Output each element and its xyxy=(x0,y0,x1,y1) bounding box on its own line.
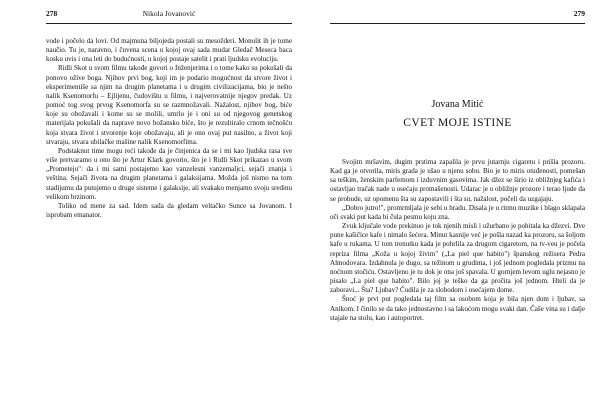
paragraph: vode i počelo da lovi. Od majmuna biljojeda postali su mesožderi. Monolit ih je tome naučio. Tu je, naravno, i čuvena scena u kojoj ovaj sada mudar Gledač Meseca baca kosku uvis i ona leti do budućnosti, u kojoj postaje satelit i prati ljudsku evoluciju. xyxy=(46,37,292,64)
right-running-header xyxy=(330,7,585,24)
running-head-author: Nikola Jovanović xyxy=(142,9,196,18)
story-title: CVET MOJE ISTINE xyxy=(403,117,512,129)
paragraph: Ridli Skot u svom filmu takođe govori o Inženjerima i o tome kako su pokušali da ponovo ožive boga. Njihov prvi bog, koji im je podario mogućnost da stvore život i eksperimentiše sa njim na drugim planetama i u drugim civilizacijama, bio je nešto nalik Ksenomorfu – Ejlijenu, čudovištu u filmu, i najverovatnije njegov predak. Uz pomoć tog svog prvog Ksenomorfa su se razmnožavali. Nažalost, njihov bog, biće koje su obožavali i kome su se molili, umrlo je i oni su od njegovog genetskog materijala pokušali da naprave novo božansko biće, što je rezultiralo crnom tečnošću koja stvara život i stvorenje koje obožavaju, ali je ono ovaj put nasilno, a život koji stvaraju, stvara ubilačke mašine nalik Ksenomorfima. xyxy=(46,64,292,146)
paragraph: Toliko od mene za sad. Idem sada da gledam veltačko Sunce sa Jovanom. I isprobam emanator. xyxy=(46,201,292,219)
left-body-text xyxy=(46,37,292,220)
left-page-number: 278 xyxy=(46,9,58,18)
left-running-header xyxy=(46,7,292,24)
paragraph: Šnoć je prvi put pogledala taj film sa osobom koja je bila njen dom i ljubav, sa Anikom. I činilo se da tako jednostavno i sa lakoćom mogu svaki dan. Čaše vina su i dalje stajale na stolu, kao i autoportret. xyxy=(330,295,585,322)
right-page-number: 279 xyxy=(573,9,585,18)
paragraph: Zvuk ključale vode prekinuo je tok njenih misli i užurbano je pohitala ka džezvi. Dve pune kašičice kafe i nimalo šećera. Minut kasnije već je pošla nazad ka prozoru, sa šoljom kafe u rukama. U tom trenutku kada je pohrlila za drugom cigaretom, na tv-veu je počela repriza filma „Koža u kojoj živim" („La piel que habito") španskog režisera Pedra Almodovara. Izdahnula je dugo, sa težinom u grudima, i još jednom pogledala prizmu na noćnom stočiću. Ostavljeno je tu dok je ona još spavala. U gornjem levom uglu nejasno je pisalo „La piel que habito". Bilo joj je teško da ga pročita još jednom. Hteli da je zaboravi... Šta? Ljubav? Čudila je za slobodom i osećajem dome. xyxy=(330,222,585,295)
right-page xyxy=(302,0,600,419)
right-body-text xyxy=(330,158,585,323)
paragraph: Svojim mršavim, dugim prstima zapalila je prvu jutarnju cigaretu i prišla prozoru. Kad ga je otvorila, miris grada je ušao u njenu sobu. Bio je to miris otuđenosti, pomešan sa teškim, ženskim parfemom i izduvnim gasovima. Jak džez se širio iz obližnjeg kafića i ostavljao tračak nade u osećaju promašenosti. Udarac je u obližnje prozore i terao ljude da se probude, uz opomenu šta su zapostavili i šta su, nažalost, počeli da uzgajaju. xyxy=(330,158,585,203)
paragraph: Podstaknut time mogu reći takođe da je činjenica da se i mi kao ljudska rasa sve više pretvaramo u ono što je Artur Klark govorio, što je i Ridli Skot prikazao u svom „Prometeju": da i mi sami postajemo kao vanzelesni vanzemaljci, sejači znanja i veština. Sejači života na drugim planetama i galaksijama. Možda još nismo na tom stadijumu da putujemo u druge sisteme i galaksije, ali svakako menjamo svoju sredinu velikom brzinom. xyxy=(46,146,292,201)
story-author: Jovana Mitić xyxy=(431,99,484,110)
paragraph: „Dobro jutro!", promrmljala je sebi u bradu. Disala je u ritmu muzike i blago sklapala oči svaki put kada bi čula pesmu koju zna. xyxy=(330,203,585,221)
